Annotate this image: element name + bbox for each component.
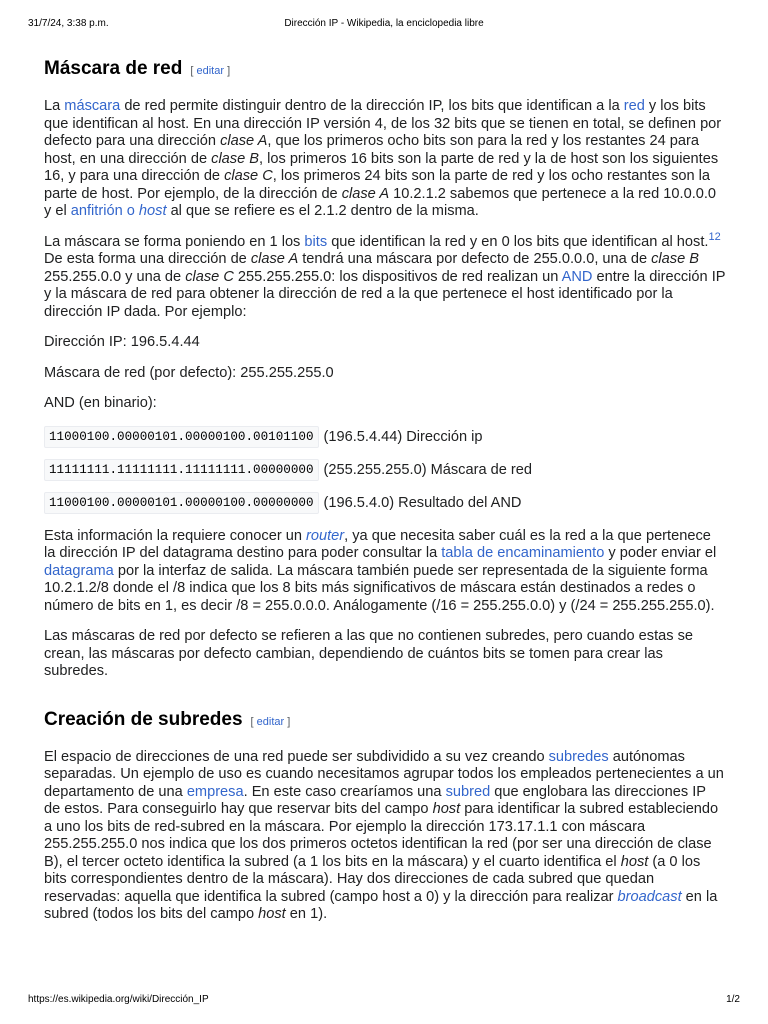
- binary-row-mask: [44, 459, 726, 481]
- paragraph: La máscara de red permite distinguir dentro de la dirección IP, los bits que identifican a la red y los bits que identifican al host. En una dirección IP versión 4, de los 32 bits que se tienen en total, se definen por defecto para una dirección clase A, que los primeros ocho bits son para la red y los restantes 24 para host, en una dirección de clase B, los primeros 16 bits son la parte de red y la de host son los siguientes 16, y para una dirección de clase C, los primeros 24 bits son la parte de red y los ocho restantes son la parte de host. Por ejemplo, de la dirección de clase A 10.2.1.2 sabemos que pertenece a la red 10.0.0.0 y el anfitrión o host al que se refiere es el 2.1.2 dentro de la misma.: [44, 98, 722, 219]
- print-datetime: 31/7/24, 3:38 p.m.: [28, 18, 109, 29]
- print-url: https://es.wikipedia.org/wiki/Dirección_IP: [28, 994, 209, 1005]
- edit-section-link[interactable]: editar: [196, 65, 225, 77]
- edit-section-link-wrapper: [ editar ]: [250, 715, 291, 728]
- link-and[interactable]: AND: [561, 268, 593, 285]
- edit-section-link[interactable]: editar: [256, 715, 285, 728]
- binary-code: 11000100.00000101.00000100.00101100: [44, 426, 319, 448]
- link-mascara[interactable]: máscara: [64, 98, 121, 114]
- print-footer: [28, 994, 740, 1008]
- binary-code: 11111111.11111111.11111111.00000000: [44, 459, 319, 481]
- link-host[interactable]: host: [138, 203, 167, 219]
- reference-link[interactable]: 12: [708, 230, 721, 243]
- binary-description: (196.5.4.0) Resultado del AND: [323, 494, 522, 511]
- binary-code: 11000100.00000101.00000100.00000000: [44, 492, 319, 514]
- mask-example: Máscara de red (por defecto): 255.255.255.0: [44, 364, 334, 381]
- paragraph: Las máscaras de red por defecto se refieren a las que no contienen subredes, pero cuando estas se crean, las máscaras por defecto cambian, dependiendo de cuántos bits se tomen para crear las subredes.: [44, 628, 694, 679]
- link-tabla-encaminamiento[interactable]: tabla de encaminamiento: [441, 545, 605, 561]
- link-subredes[interactable]: subredes: [548, 748, 609, 765]
- link-empresa[interactable]: empresa: [186, 783, 244, 800]
- link-red[interactable]: red: [623, 98, 645, 114]
- binary-description: (196.5.4.44) Dirección ip: [323, 428, 483, 445]
- article-content: [44, 56, 726, 937]
- section-title: Creación de subredes: [44, 708, 243, 730]
- link-anfitrion[interactable]: anfitrión o: [70, 203, 139, 219]
- section-heading-subredes: [44, 707, 726, 735]
- print-page-title: Dirección IP - Wikipedia, la enciclopedia libre: [284, 18, 484, 29]
- section-heading-mascara: [44, 56, 726, 84]
- link-broadcast[interactable]: broadcast: [617, 888, 682, 905]
- binary-description: (255.255.255.0) Máscara de red: [323, 461, 533, 478]
- binary-row-result: [44, 492, 726, 514]
- edit-section-link-wrapper: [ editar ]: [190, 65, 231, 77]
- paragraph: Esta información la requiere conocer un router, ya que necesita saber cuál es la red a la que pertenece la dirección IP del datagrama destino para poder consultar la tabla de encaminamiento y poder enviar el datagrama por la interfaz de salida. La máscara también puede ser representada de la siguiente forma 10.2.1.2/8 donde el /8 indica que los 8 bits más significativos de máscara están destinados a redes o número de bits en 1, es decir /8 = 255.0.0.0. Análogamente (/16 = 255.255.0.0) y (/24 = 255.255.255.0).: [44, 527, 717, 614]
- link-datagrama[interactable]: datagrama: [44, 562, 114, 579]
- paragraph: El espacio de direcciones de una red puede ser subdividido a su vez creando subredes autónomas separadas. Un ejemplo de uso es cuando necesitamos agrupar todos los empleados pertenecientes a un departamento de una empresa. En este caso crearíamos una subred que englobara las direcciones IP de estos. Para conseguirlo hay que reservar bits del campo host para identificar la subred estableciendo a uno los bits de red-subred en la máscara. Por ejemplo la dirección 173.17.1.1 con máscara 255.255.255.0 nos indica que los dos primeros octetos identifican la red (por ser una dirección de clase B), el tercer octeto identifica la subred (a 1 los bits en la máscara) y el cuarto identifica el host (a 0 los bits correspondientes dentro de la máscara). Hay dos direcciones de cada subred que quedan reservadas: aquella que identifica la subred (campo host a 0) y la dirección para realizar broadcast en la subred (todos los bits del campo host en 1).: [44, 748, 724, 922]
- binary-row-ip: [44, 426, 726, 448]
- section-title: Máscara de red: [44, 58, 183, 79]
- ip-example: Dirección IP: 196.5.4.44: [44, 334, 200, 350]
- print-page-number: 1/2: [726, 994, 740, 1005]
- and-binary-label: AND (en binario):: [44, 395, 157, 411]
- paragraph: La máscara se forma poniendo en 1 los bits que identifican la red y en 0 los bits que identifican al host.$^{12}$ De esta forma una dirección de clase A tendrá una máscara por defecto de 255.0.0.0, una de clase B 255.255.0.0 y una de clase C 255.255.255.0: los dispositivos de red realizan un AND entre la dirección IP y la máscara de red para obtener la dirección de red a la que pertenece el host identificado por la dirección IP dada. Por ejemplo:: [44, 230, 726, 320]
- link-bits[interactable]: bits: [304, 233, 328, 250]
- print-header: [28, 18, 740, 32]
- link-router[interactable]: router: [306, 527, 345, 544]
- link-subred[interactable]: subred: [445, 783, 491, 800]
